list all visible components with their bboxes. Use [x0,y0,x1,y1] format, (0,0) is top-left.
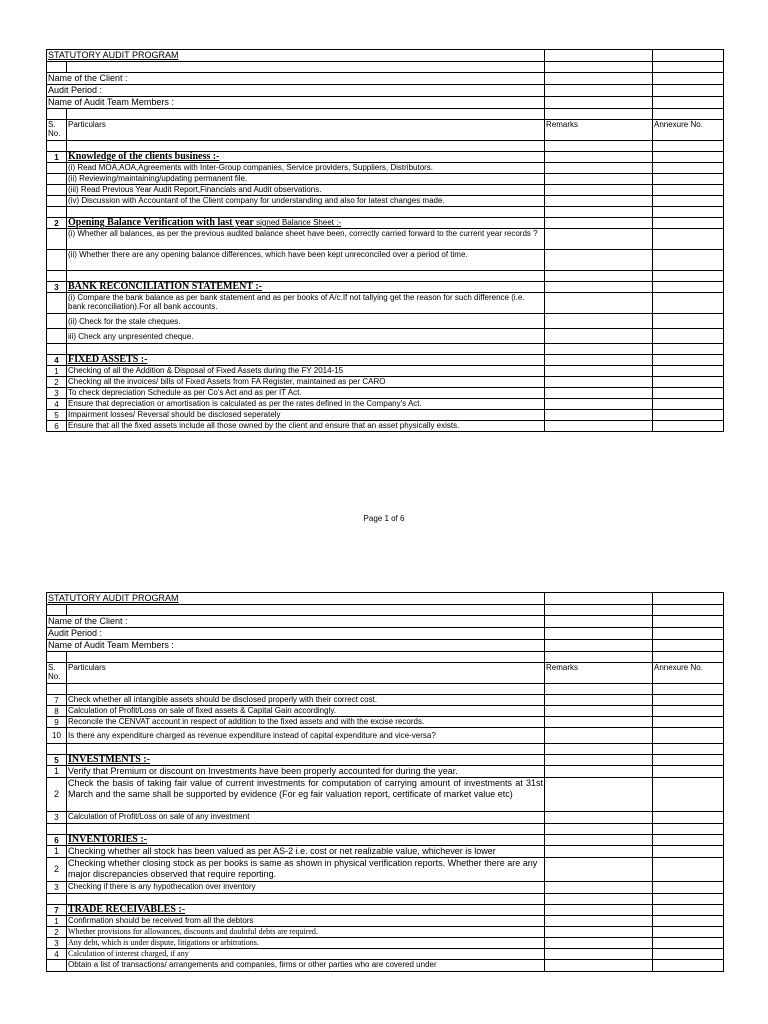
annexure-cell[interactable] [653,185,724,196]
annexure-cell[interactable] [653,388,724,399]
column-header-annexure: Annexure No. [653,120,724,141]
section-title: Knowledge of the clients business :- [67,152,545,163]
section-title: INVESTMENTS :- [67,755,545,766]
page-number: Page 1 of 6 [363,514,405,523]
audit-team-label: Name of Audit Team Members : [47,97,545,109]
remarks-cell[interactable] [545,196,653,207]
remarks-cell[interactable] [545,366,653,377]
checklist-row: 2 Whether provisions for allowances, discounts and doubtful debts are required. [47,927,724,938]
remarks-cell[interactable] [545,916,653,927]
checklist-row: 2 Checking whether closing stock as per books is same as shown in physical verification reports. Whether there are any major discrepancies observed that require reporting. [47,858,724,882]
audit-period-cell[interactable] [545,85,653,97]
checklist-row: (i) Read MOA,AOA,Agreements with Inter-Group companies, Service providers, Suppliers, Distributors. [47,163,724,174]
remarks-cell[interactable] [545,410,653,421]
checklist-row: 9 Reconcile the CENVAT account in respect of addition to the fixed assets and with the excise records. [47,717,724,728]
remarks-cell[interactable] [545,882,653,894]
program-title: STATUTORY AUDIT PROGRAM [47,50,545,62]
column-header-particulars: Particulars [67,663,545,684]
annexure-cell[interactable] [653,366,724,377]
annexure-cell[interactable] [653,812,724,824]
column-header-sno: S. No. [47,663,67,684]
checklist-row: 5 Impairment losses/ Reversal should be disclosed seperately [47,410,724,421]
checklist-row: (iii) Read Previous Year Audit Report,Financials and Audit observations. [47,185,724,196]
audit-period-cell[interactable] [545,628,653,640]
remarks-cell[interactable] [545,706,653,717]
column-header-particulars: Particulars [67,120,545,141]
remarks-cell[interactable] [545,293,653,314]
checklist-row: Obtain a list of transactions/ arrangements and companies, firms or other parties who are covered under [47,960,724,972]
checklist-row: 1 Checking of all the Addition & Disposal of Fixed Assets during the FY 2014-15 [47,366,724,377]
annexure-cell[interactable] [653,250,724,271]
remarks-cell[interactable] [545,766,653,778]
annexure-cell[interactable] [653,949,724,960]
audit-period-label: Audit Period : [47,628,545,640]
annexure-cell[interactable] [653,695,724,706]
section-row: 4 FIXED ASSETS :- [47,355,724,366]
annexure-cell[interactable] [653,778,724,812]
audit-team-cell[interactable] [545,640,653,652]
section-row: 3 BANK RECONCILIATION STATEMENT :- [47,282,724,293]
annexure-cell[interactable] [653,229,724,250]
client-name-label: Name of the Client : [47,616,545,628]
checklist-row: 3 Calculation of Profit/Loss on sale of any investment [47,812,724,824]
annexure-cell[interactable] [653,846,724,858]
annexure-cell[interactable] [653,410,724,421]
remarks-cell[interactable] [545,174,653,185]
section-row: 6 INVENTORIES :- [47,835,724,846]
annexure-cell[interactable] [653,329,724,344]
annexure-cell[interactable] [653,728,724,744]
remarks-cell[interactable] [545,163,653,174]
section-title: INVENTORIES :- [67,835,545,846]
annexure-cell[interactable] [653,174,724,185]
checklist-row: 3 Any debt, which is under dispute, litigations or arbitrations. [47,938,724,949]
remarks-cell[interactable] [545,927,653,938]
remarks-cell[interactable] [545,377,653,388]
checklist-row: 8 Calculation of Profit/Loss on sale of fixed assets & Capital Gain accordingly. [47,706,724,717]
annexure-cell[interactable] [653,377,724,388]
remarks-cell[interactable] [545,846,653,858]
checklist-row: 3 Checking if there is any hypothecation over inventory [47,882,724,894]
section-row: 1 Knowledge of the clients business :- [47,152,724,163]
remarks-cell[interactable] [545,778,653,812]
annexure-cell[interactable] [653,882,724,894]
column-header-remarks: Remarks [545,663,653,684]
remarks-cell[interactable] [545,421,653,432]
annexure-cell[interactable] [653,421,724,432]
remarks-cell[interactable] [545,949,653,960]
section-title: BANK RECONCILIATION STATEMENT :- [67,282,545,293]
remarks-cell[interactable] [545,858,653,882]
annexure-cell[interactable] [653,858,724,882]
column-header-annexure: Annexure No. [653,663,724,684]
annexure-cell[interactable] [653,314,724,329]
remarks-cell[interactable] [545,960,653,972]
audit-sheet-page-1 [46,49,723,432]
remarks-cell[interactable] [545,717,653,728]
checklist-row: 2 Checking all the invoices/ bills of Fixed Assets from FA Register, maintained as per CARO [47,377,724,388]
checklist-row: 1 Checking whether all stock has been valued as per AS-2 i.e. cost or net realizable value, whichever is lower [47,846,724,858]
remarks-cell[interactable] [545,250,653,271]
checklist-row: (i) Whether all balances, as per the previous audited balance sheet have been, correctly carried forward to the current year records ? [47,229,724,250]
section-title: TRADE RECEIVABLES :- [67,905,545,916]
remarks-cell[interactable] [545,728,653,744]
annexure-cell[interactable] [653,766,724,778]
checklist-row: (i) Compare the bank balance as per bank statement and as per books of A/c.If not tallying get the reason for such difference (i.e. bank reconciliation).For all bank accounts. [47,293,724,314]
checklist-row: (ii) Check for the stale cheques. [47,314,724,329]
checklist-row: 2 Check the basis of taking fair value of current investments for computation of carrying amount of investments at 31st March and the same shall be supported by evidence (For eg fair valuation report, certificate of market value etc) [47,778,724,812]
annexure-cell[interactable] [653,916,724,927]
annexure-cell[interactable] [653,706,724,717]
remarks-cell[interactable] [545,399,653,410]
checklist-row: (ii) Reviewing/maintaining/updating permanent file. [47,174,724,185]
audit-period-label: Audit Period : [47,85,545,97]
remarks-cell[interactable] [545,812,653,824]
program-title: STATUTORY AUDIT PROGRAM [47,593,545,605]
remarks-cell[interactable] [545,388,653,399]
annexure-cell[interactable] [653,960,724,972]
annexure-cell[interactable] [653,163,724,174]
checklist-row: (iv) Discussion with Accountant of the Client company for understanding and also for latest changes made. [47,196,724,207]
checklist-row: 1 Verify that Premium or discount on Investments have been properly accounted for during the year. [47,766,724,778]
section-row: 2 Opening Balance Verification with last year signed Balance Sheet :- [47,218,724,229]
annexure-cell[interactable] [653,938,724,949]
annexure-cell[interactable] [653,717,724,728]
checklist-row: (ii) Whether there are any opening balance differences, which have been kept unreconciled over a period of time. [47,250,724,271]
audit-team-label: Name of Audit Team Members : [47,640,545,652]
checklist-row: 10 Is there any expenditure charged as revenue expenditure instead of capital expenditure and vice-versa? [47,728,724,744]
checklist-row: 6 Ensure that all the fixed assets include all those owned by the client and ensure that an asset physically exists. [47,421,724,432]
section-title: Opening Balance Verification with last year signed Balance Sheet :- [67,218,545,229]
annexure-cell[interactable] [653,927,724,938]
checklist-row: 7 Check whether all intangible assets should be disclosed properly with their correct cost. [47,695,724,706]
annexure-cell[interactable] [653,399,724,410]
client-name-cell[interactable] [545,616,653,628]
annexure-cell[interactable] [653,293,724,314]
section-row: 7 TRADE RECEIVABLES :- [47,905,724,916]
section-title: FIXED ASSETS :- [67,355,545,366]
client-name-label: Name of the Client : [47,73,545,85]
column-header-remarks: Remarks [545,120,653,141]
audit-team-cell[interactable] [545,97,653,109]
annexure-cell[interactable] [653,196,724,207]
column-header-sno: S. No. [47,120,67,141]
audit-sheet-page-2 [46,592,723,972]
remarks-cell[interactable] [545,229,653,250]
remarks-cell[interactable] [545,314,653,329]
client-name-cell[interactable] [545,73,653,85]
remarks-cell[interactable] [545,185,653,196]
checklist-row: 1 Confirmation should be received from all the debtors [47,916,724,927]
checklist-row: 4 Ensure that depreciation or amortisation is calculated as per the rates defined in the Company's Act. [47,399,724,410]
remarks-cell[interactable] [545,695,653,706]
checklist-row: 3 To check depreciation Schedule as per Co's Act and as per IT Act. [47,388,724,399]
checklist-row: iii) Check any unpresented cheque. [47,329,724,344]
checklist-row: 4 Calculation of interest charged, if any [47,949,724,960]
remarks-cell[interactable] [545,329,653,344]
remarks-cell[interactable] [545,938,653,949]
section-row: 5 INVESTMENTS :- [47,755,724,766]
